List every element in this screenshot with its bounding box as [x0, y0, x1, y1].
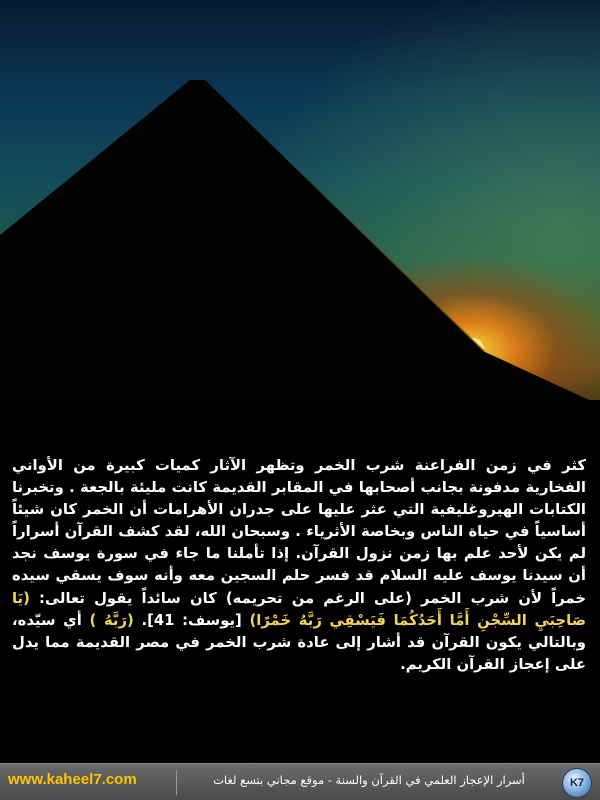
article-paragraph — [12, 455, 586, 676]
footer-bar — [0, 763, 600, 800]
footer-divider — [176, 770, 177, 795]
kaheel7-logo-icon: K7 — [562, 768, 592, 798]
website-link[interactable]: www.kaheel7.com — [8, 771, 137, 788]
footer-tagline: أسرار الإعجاز العلمي في القرآن والسنة - موقع مجاني بتسع لغات — [213, 773, 525, 787]
article-body-before-verse: كثر في زمن الفراعنة شرب الخمر وتظهر الآثار كميات كبيرة من الأواني الفخارية مدفونة بجانب أصحابها في المقابر القديمة كانت مليئة بالجعة . وتخبرنا الكتابات الهيروغليفية التي عثر عليها على جدران الأهرامات أن الخمر كان شيئاً أساسياً في حياة الناس وبخاصة الأثرياء . وسبحان الله، لقد كشف القرآن أسراراً لم يكن لأحد علم بها زمن نزول القرآن. إذا تأملنا ما جاء في سورة يوسف نجد أن سيدنا يوسف عليه السلام قد فسر حلم السجين معه وأنه سوف يسقي سيده خمراً لأن شرب الخمر (على الرغم من تحريمه) كان سائداً يقول تعالى: — [12, 457, 587, 607]
quran-verse: (يَا صَاحِبَيِ السِّجْنِ أَمَّا أَحَدُكُمَا فَيَسْقِي رَبَّهُ خَمْرًا) — [12, 589, 587, 629]
article-text — [0, 455, 600, 676]
verse-reference: [يوسف: 41]. — [141, 611, 242, 629]
highlighted-word: (رَبَّهُ ) — [89, 611, 134, 629]
article-body-after-verse: أي سيّده، وبالتالي يكون القرآن قد أشار إلى عادة شرب الخمر في مصر القديمة مما يدل على إعجاز القرآن الكريم. — [12, 611, 586, 673]
photo-fade — [0, 400, 600, 440]
